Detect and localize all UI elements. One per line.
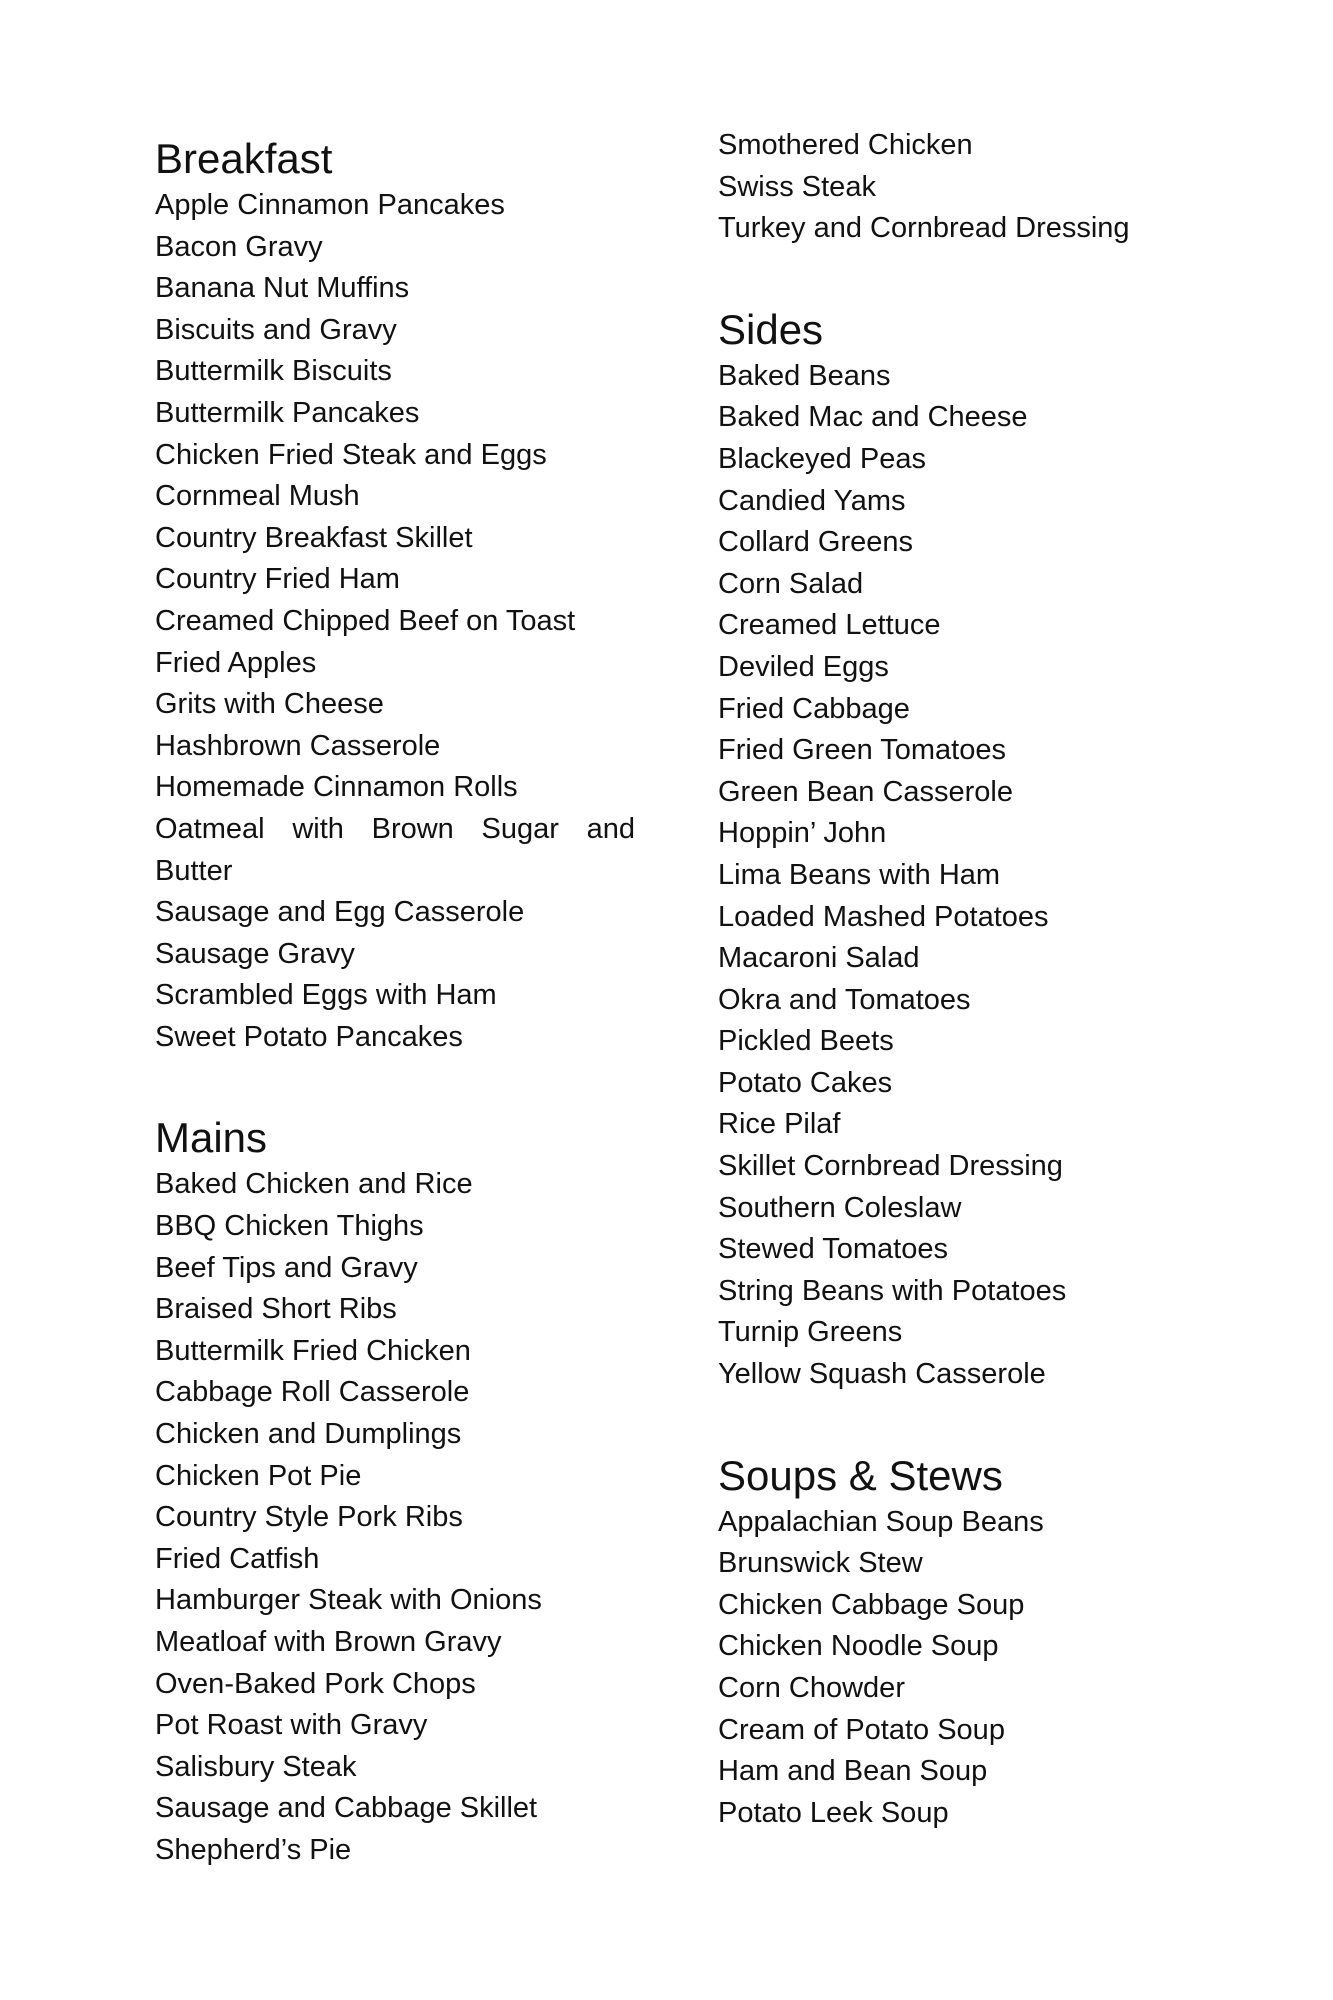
list-item: Sausage and Cabbage Skillet [155, 1792, 538, 1825]
list-item: Meatloaf with Brown Gravy [155, 1626, 502, 1658]
list-item: Green Bean Casserole [718, 775, 1013, 808]
list-item: Baked Mac and Cheese [718, 401, 1028, 434]
list-item: Chicken Noodle Soup [718, 1630, 999, 1663]
list-item: Rice Pilaf [718, 1108, 841, 1141]
list-item: Braised Short Ribs [155, 1293, 397, 1326]
list-item: Fried Cabbage [718, 692, 910, 725]
list-item: Macaroni Salad [718, 942, 920, 975]
list-item: Brunswick Stew [718, 1547, 923, 1580]
list-item: Turkey and Cornbread Dressing [718, 212, 1130, 245]
left-column [155, 133, 635, 1872]
list-item: Grits with Cheese [155, 688, 384, 721]
list-item: Cabbage Roll Casserole [155, 1376, 470, 1409]
list-item: Creamed Lettuce [718, 609, 941, 642]
breakfast-list [155, 185, 635, 1058]
list-item: Cornmeal Mush [155, 480, 360, 513]
list-item: Yellow Squash Casserole [718, 1358, 1046, 1391]
list-item: Swiss Steak [718, 170, 876, 203]
list-item: Southern Coleslaw [718, 1191, 962, 1224]
soups-stews-section [718, 1450, 1238, 1835]
list-item: Scrambled Eggs with Ham [155, 979, 497, 1012]
list-item: Oven-Baked Pork Chops [155, 1667, 476, 1700]
sides-heading: Sides [718, 305, 824, 353]
list-item: Collard Greens [718, 526, 914, 559]
mains-list [155, 1164, 635, 1871]
list-item: Candied Yams [718, 484, 906, 517]
list-item: Shepherd’s Pie [155, 1833, 352, 1866]
list-item: Baked Chicken and Rice [155, 1168, 473, 1201]
list-item: Salisbury Steak [155, 1750, 357, 1783]
list-item: Corn Salad [718, 567, 864, 600]
list-item: Cream of Potato Soup [718, 1713, 1005, 1746]
list-item: Fried Catfish [155, 1542, 320, 1575]
list-item: Blackeyed Peas [718, 442, 926, 475]
list-item: Oatmeal with Brown Sugar and Butter [155, 812, 635, 887]
mains-continued-section [718, 125, 1238, 250]
breakfast-heading: Breakfast [155, 135, 333, 182]
list-item: Turnip Greens [718, 1316, 903, 1349]
list-item: Hamburger Steak with Onions [155, 1584, 542, 1617]
list-item: Sweet Potato Pancakes [155, 1020, 463, 1053]
list-item: Lima Beans with Ham [718, 858, 1001, 891]
list-item: Potato Cakes [718, 1066, 893, 1099]
list-item: Chicken and Dumplings [155, 1418, 462, 1451]
list-item: Sausage and Egg Casserole [155, 896, 525, 929]
list-item: Chicken Pot Pie [155, 1459, 362, 1492]
list-item: Country Fried Ham [155, 563, 400, 596]
list-item: Apple Cinnamon Pancakes [155, 189, 505, 221]
soups-stews-list [718, 1502, 1238, 1835]
list-item: Pot Roast with Gravy [155, 1709, 428, 1742]
list-item: Okra and Tomatoes [718, 983, 971, 1016]
list-item: Baked Beans [718, 359, 891, 392]
list-item: Corn Chowder [718, 1672, 905, 1704]
list-item: Beef Tips and Gravy [155, 1251, 418, 1284]
list-item: Country Style Pork Ribs [155, 1501, 463, 1534]
list-item: Smothered Chicken [718, 129, 973, 161]
list-item: Ham and Bean Soup [718, 1755, 988, 1788]
list-item: Banana Nut Muffins [155, 272, 410, 305]
right-column [718, 125, 1238, 1834]
list-item: Stewed Tomatoes [718, 1233, 948, 1266]
list-item: BBQ Chicken Thighs [155, 1210, 424, 1243]
list-item: Hoppin’ John [718, 817, 887, 850]
list-item: Fried Green Tomatoes [718, 734, 1006, 767]
mains-heading: Mains [155, 1114, 268, 1162]
list-item: Deviled Eggs [718, 650, 889, 683]
sides-section [718, 304, 1238, 1396]
list-item: Loaded Mashed Potatoes [718, 900, 1049, 933]
list-item: Appalachian Soup Beans [718, 1505, 1044, 1538]
list-item: Buttermilk Biscuits [155, 355, 392, 388]
list-item: Homemade Cinnamon Rolls [155, 771, 518, 804]
soups-stews-heading: Soups & Stews [718, 1451, 1003, 1499]
mains-section [155, 1112, 635, 1871]
list-item: Fried Apples [155, 646, 317, 679]
list-item: Bacon Gravy [155, 230, 323, 263]
list-item: Country Breakfast Skillet [155, 521, 473, 554]
list-item: Creamed Chipped Beef on Toast [155, 604, 576, 637]
list-item: Buttermilk Fried Chicken [155, 1334, 471, 1367]
list-item: String Beans with Potatoes [718, 1274, 1067, 1307]
list-item: Potato Leek Soup [718, 1796, 949, 1829]
list-item: Skillet Cornbread Dressing [718, 1150, 1063, 1183]
list-item: Chicken Fried Steak and Eggs [155, 438, 547, 471]
list-item: Sausage Gravy [155, 937, 355, 970]
list-item: Pickled Beets [718, 1025, 894, 1058]
list-item: Biscuits and Gravy [155, 313, 397, 346]
list-item: Chicken Cabbage Soup [718, 1588, 1025, 1621]
sides-list [718, 356, 1238, 1396]
list-item: Hashbrown Casserole [155, 729, 441, 762]
breakfast-section [155, 133, 635, 1058]
mains-continued-list [718, 125, 1238, 250]
list-item: Buttermilk Pancakes [155, 396, 420, 429]
